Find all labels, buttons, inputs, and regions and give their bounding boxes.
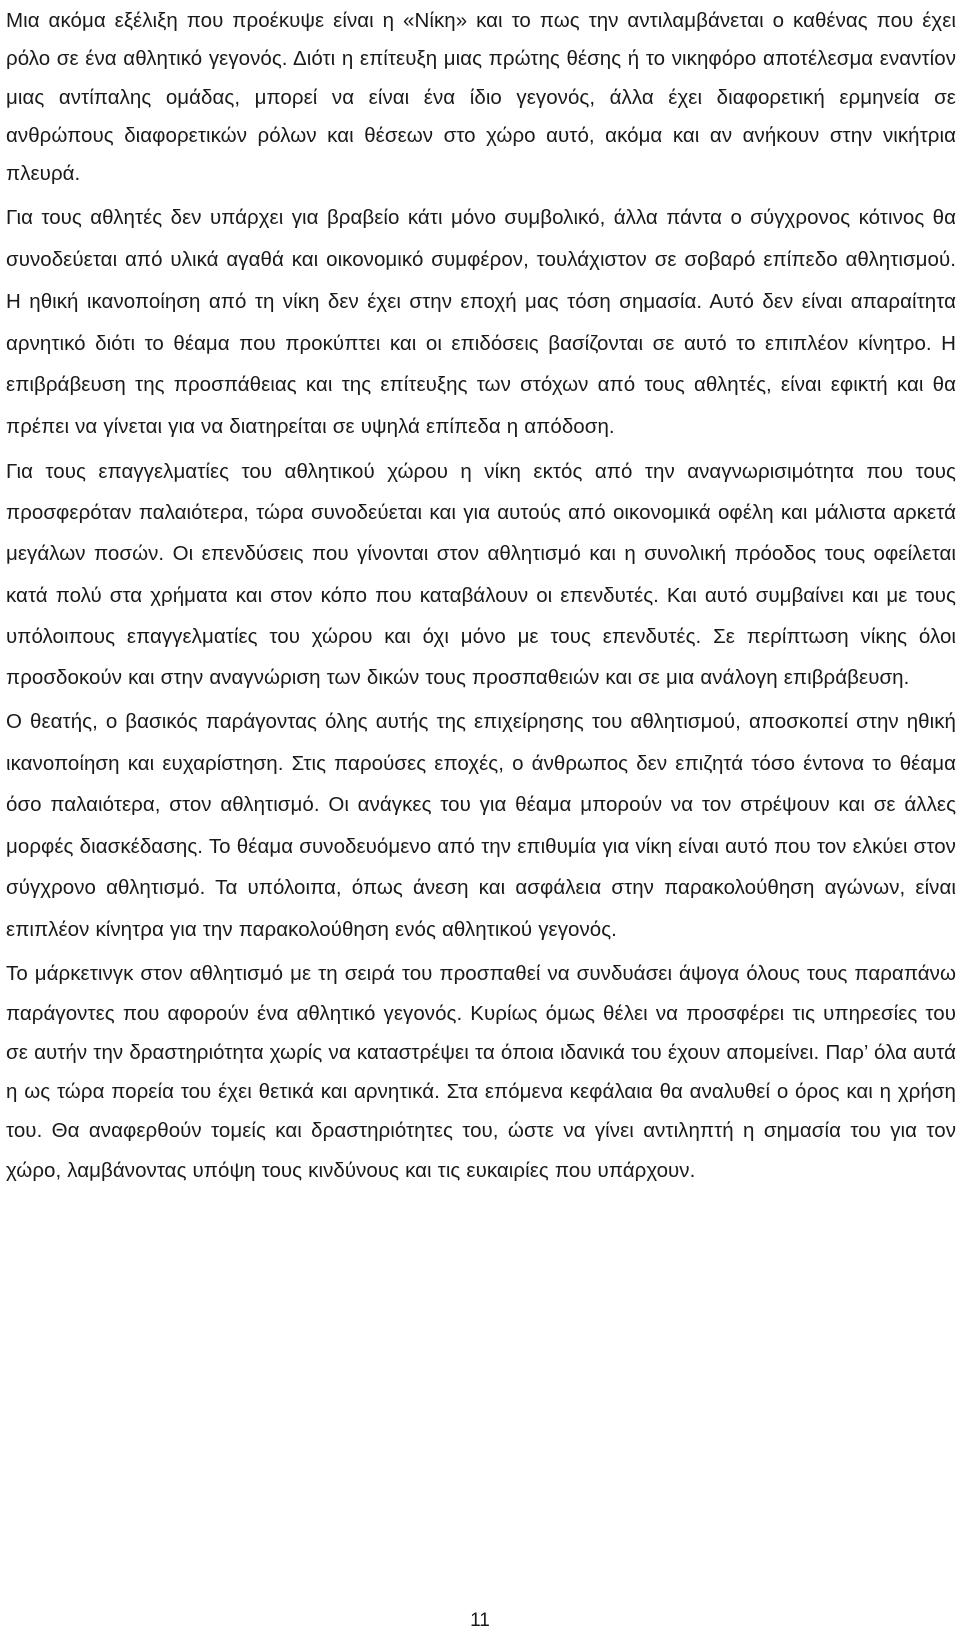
paragraph-spectator: Ο θεατής, ο βασικός παράγοντας όλης αυτής της επιχείρησης του αθλητισμού, αποσκοπεί στην ηθική ικανοποίηση και ευχαρίστηση. Στις παρούσες εποχές, ο άνθρωπος δεν επιζητά τόσο έντονα το θέαμα όσο παλαιότερα, στον αθλητισμό. Οι ανάγκες του για θέαμα μπορούν να τον στρέψουν και σε άλλες μορφές διασκέδασης. Το θέαμα συνοδευόμενο από την επιθυμία για νίκη είναι αυτό που τον ελκύει στον σύγχρονο αθλητισμό. Τα υπόλοιπα, όπως άνεση και ασφάλεια στην παρακολούθηση αγώνων, είναι επιπλέον κίνητρα για την παρακολούθηση ενός αθλητικού γεγονός.: [6, 710, 956, 941]
paragraph-sports-marketing: Το μάρκετινγκ στον αθλητισμό με τη σειρά του προσπαθεί να συνδυάσει άψογα όλους τους παραπάνω παράγοντες που αφορούν ένα αθλητικό γεγονός. Κυρίως όμως θέλει να προσφέρει τις υπηρεσίες του σε αυτήν την δραστηριότητα χωρίς να καταστρέψει τα όποια ιδανικά του έχουν απομείνει. Παρ’ όλα αυτά η ως τώρα πορεία του έχει θετικά και αρνητικά. Στα επόμενα κεφάλαια θα αναλυθεί ο όρος και η χρήση του. Θα αναφερθούν τομείς και δραστηριότητες του, ώστε να γίνει αντιληπτή η σημασία του για τον χώρο, λαμβάνοντας υπόψη τους κινδύνους και τις ευκαιρίες που υπάρχουν.: [6, 962, 956, 1182]
document-page: [6, 0, 956, 1190]
paragraph-professionals: Για τους επαγγελματίες του αθλητικού χώρου η νίκη εκτός από την αναγνωρισιμότητα που τους προσφερόταν παλαιότερα, τώρα συνοδεύεται και για αυτούς από οικονομικά οφέλη και μάλιστα αρκετά μεγάλων ποσών. Οι επενδύσεις που γίνονται στον αθλητισμό και η συνολική πρόοδος τους οφείλεται κατά πολύ στα χρήματα και στον κόπο που καταβάλουν οι επενδυτές. Και αυτό συμβαίνει και με τους υπόλοιπους επαγγελματίες του χώρου και όχι μόνο με τους επενδυτές. Σε περίπτωση νίκης όλοι προσδοκούν και στην αναγνώριση των δικών τους προσπαθειών και σε μια ανάλογη επιβράβευση.: [6, 459, 956, 690]
paragraph-athletes: Για τους αθλητές δεν υπάρχει για βραβείο κάτι μόνο συμβολικό, άλλα πάντα ο σύγχρονος κότινος θα συνοδεύεται από υλικά αγαθά και οικονομικό συμφέρον, τουλάχιστον σε σοβαρό επίπεδο αθλητισμού. Η ηθική ικανοποίηση από τη νίκη δεν έχει στην εποχή μας τόση σημασία. Αυτό δεν είναι απαραίτητα αρνητικό διότι το θέαμα που προκύπτει και οι επιδόσεις βασίζονται σε αυτό το επιπλέον κίνητρο. Η επιβράβευση της προσπάθειας και της επίτευξης των στόχων από τους αθλητές, είναι εφικτή και θα πρέπει να γίνεται για να διατηρείται σε υψηλά επίπεδα η απόδοση.: [6, 206, 956, 438]
page-number: 11: [470, 1610, 490, 1631]
paragraph-victory-perception: Μια ακόμα εξέλιξη που προέκυψε είναι η «Νίκη» και το πως την αντιλαμβάνεται ο καθένας που έχει ρόλο σε ένα αθλητικό γεγονός. Διότι η επίτευξη μιας πρώτης θέσης ή το νικηφόρο αποτέλεσμα εναντίον μιας αντίπαλης ομάδας, μπορεί να είναι ένα ίδιο γεγονός, άλλα έχει διαφορετική ερμηνεία σε ανθρώπους διαφορετικών ρόλων και θέσεων στο χώρο αυτό, ακόμα και αν ανήκουν στην νικήτρια πλευρά.: [6, 9, 956, 186]
